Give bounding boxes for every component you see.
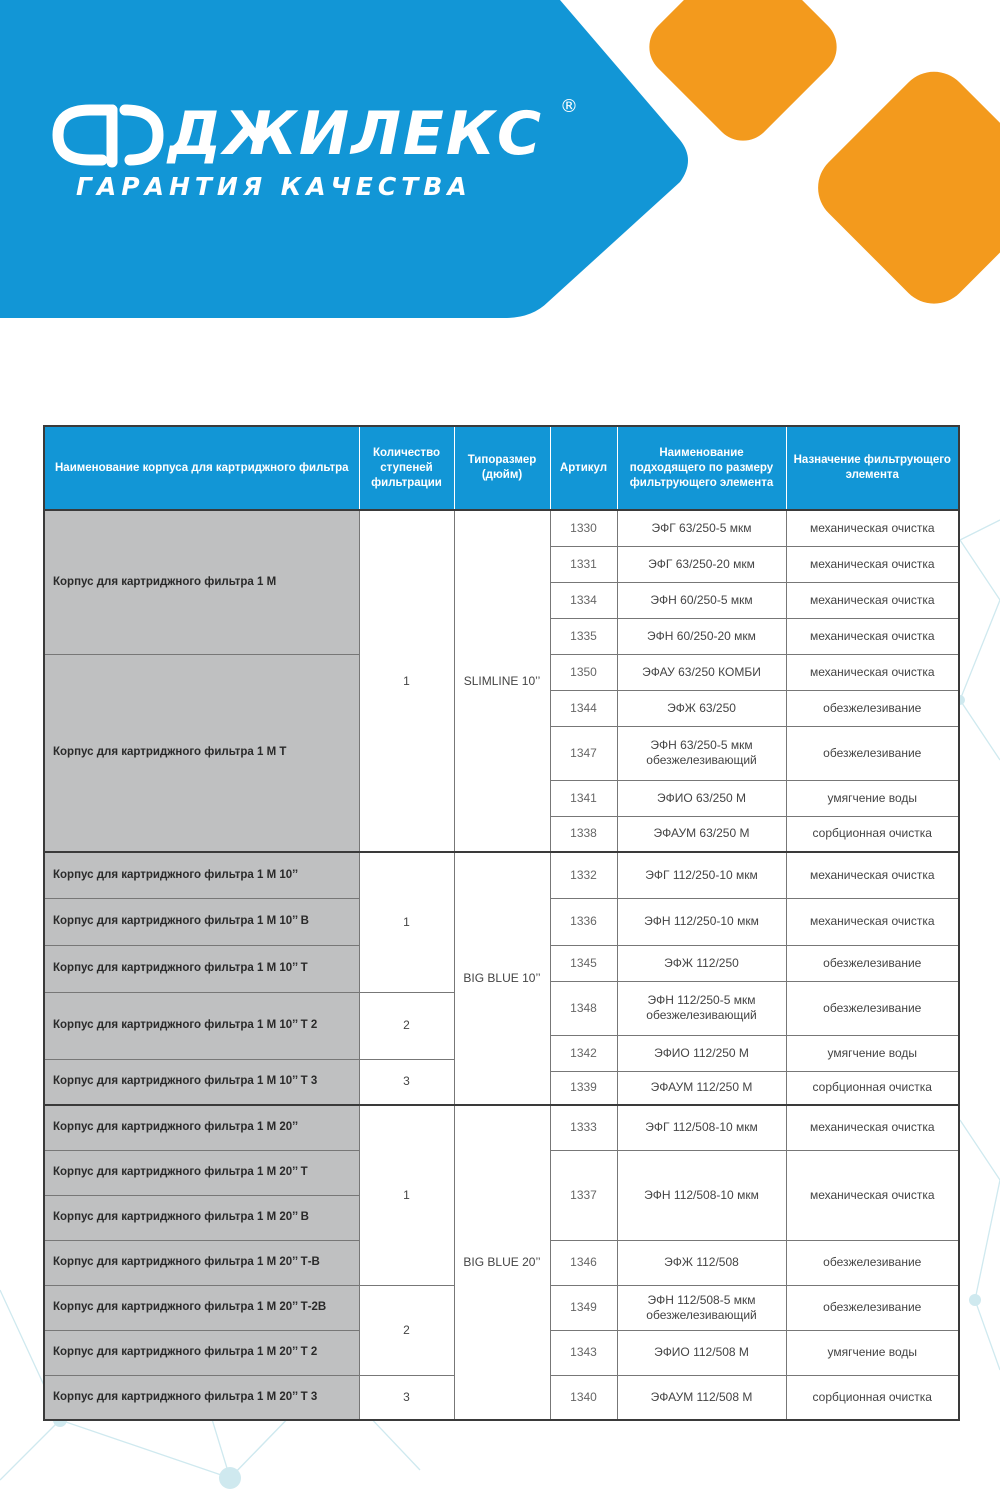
article-cell: 1342	[550, 1035, 617, 1071]
purpose-cell: механическая очистка	[786, 1105, 959, 1150]
article-cell: 1350	[550, 654, 617, 690]
housing-name: Корпус для картриджного фильтра 1 М 20’’ Т-2В	[44, 1285, 359, 1330]
housing-name: Корпус для картриджного фильтра 1 М 20’’ Т-В	[44, 1240, 359, 1285]
purpose-cell: механическая очистка	[786, 1150, 959, 1240]
element-cell: ЭФН 63/250-5 мкм обезжелезивающий	[617, 726, 786, 780]
housing-name: Корпус для картриджного фильтра 1 М 10’’ Т 3	[44, 1059, 359, 1105]
article-cell: 1332	[550, 852, 617, 898]
housing-name: Корпус для картриджного фильтра 1 М 20’’ В	[44, 1195, 359, 1240]
element-cell: ЭФЖ 112/250	[617, 945, 786, 981]
table-row	[44, 852, 959, 887]
article-cell: 1330	[550, 510, 617, 546]
article-cell: 1341	[550, 780, 617, 816]
element-cell: ЭФГ 63/250-5 мкм	[617, 510, 786, 546]
article-cell: 1340	[550, 1375, 617, 1420]
element-cell: ЭФН 112/250-5 мкм обезжелезивающий	[617, 981, 786, 1035]
table-row	[44, 1105, 959, 1150]
element-cell: ЭФГ 63/250-20 мкм	[617, 546, 786, 582]
purpose-cell: умягчение воды	[786, 1330, 959, 1375]
housing-name: Корпус для картриджного фильтра 1 М 20’’	[44, 1105, 359, 1150]
housing-name: Корпус для картриджного фильтра 1 М 20’’ Т	[44, 1150, 359, 1195]
housing-name: Корпус для картриджного фильтра 1 М 20’’ Т 2	[44, 1330, 359, 1375]
article-cell: 1337	[550, 1150, 617, 1240]
element-cell: ЭФГ 112/508-10 мкм	[617, 1105, 786, 1150]
purpose-cell: обезжелезивание	[786, 1240, 959, 1285]
table-row	[44, 510, 959, 546]
brand-slogan: ГАРАНТИЯ КАЧЕСТВА	[76, 172, 472, 201]
header-size: Типоразмер (дюйм)	[454, 426, 550, 510]
table-header-row	[44, 426, 959, 510]
header-stages: Количество ступеней фильтрации	[359, 426, 454, 510]
element-cell: ЭФАУМ 63/250 М	[617, 816, 786, 852]
article-cell: 1338	[550, 816, 617, 852]
element-cell: ЭФГ 112/250-10 мкм	[617, 852, 786, 898]
element-cell: ЭФИО 63/250 М	[617, 780, 786, 816]
registered-mark: ®	[560, 96, 578, 117]
stages-cell: 3	[359, 1375, 454, 1420]
header-housing: Наименование корпуса для картриджного фильтра	[44, 426, 359, 510]
header-element: Наименование подходящего по размеру фильтрующего элемента	[617, 426, 786, 510]
header-article: Артикул	[550, 426, 617, 510]
housing-name: Корпус для картриджного фильтра 1 М 10’’ Т 2	[44, 992, 359, 1059]
size-cell: BIG BLUE 20’’	[454, 1105, 550, 1420]
article-cell: 1346	[550, 1240, 617, 1285]
article-cell: 1331	[550, 546, 617, 582]
purpose-cell: механическая очистка	[786, 852, 959, 898]
purpose-cell: обезжелезивание	[786, 1285, 959, 1330]
purpose-cell: обезжелезивание	[786, 981, 959, 1035]
purpose-cell: обезжелезивание	[786, 945, 959, 981]
stages-cell: 2	[359, 1285, 454, 1375]
purpose-cell: обезжелезивание	[786, 726, 959, 780]
element-cell: ЭФАУ 63/250 КОМБИ	[617, 654, 786, 690]
article-cell: 1347	[550, 726, 617, 780]
purpose-cell: сорбционная очистка	[786, 1071, 959, 1105]
element-cell: ЭФИО 112/250 М	[617, 1035, 786, 1071]
stages-cell: 3	[359, 1059, 454, 1105]
purpose-cell: умягчение воды	[786, 780, 959, 816]
article-cell: 1343	[550, 1330, 617, 1375]
element-cell: ЭФАУМ 112/250 М	[617, 1071, 786, 1105]
stages-cell: 1	[359, 852, 454, 992]
purpose-cell: механическая очистка	[786, 654, 959, 690]
filter-spec-table	[43, 425, 960, 1421]
element-cell: ЭФЖ 112/508	[617, 1240, 786, 1285]
housing-name: Корпус для картриджного фильтра 1 М	[44, 510, 359, 654]
purpose-cell: умягчение воды	[786, 1035, 959, 1071]
article-cell: 1339	[550, 1071, 617, 1105]
housing-name: Корпус для картриджного фильтра 1 М Т	[44, 654, 359, 852]
article-cell: 1336	[550, 898, 617, 945]
element-cell: ЭФН 112/250-10 мкм	[617, 898, 786, 945]
housing-name: Корпус для картриджного фильтра 1 М 10’’ В	[44, 898, 359, 945]
article-cell: 1335	[550, 618, 617, 654]
purpose-cell: механическая очистка	[786, 510, 959, 546]
header-purpose: Назначение фильтрующего элемента	[786, 426, 959, 510]
element-cell: ЭФИО 112/508 М	[617, 1330, 786, 1375]
article-cell: 1345	[550, 945, 617, 981]
housing-name: Корпус для картриджного фильтра 1 М 20’’ Т 3	[44, 1375, 359, 1420]
brand-logo	[50, 96, 610, 216]
size-cell: SLIMLINE 10’’	[454, 510, 550, 852]
element-cell: ЭФАУМ 112/508 М	[617, 1375, 786, 1420]
element-cell: ЭФН 112/508-5 мкм обезжелезивающий	[617, 1285, 786, 1330]
purpose-cell: механическая очистка	[786, 618, 959, 654]
element-cell: ЭФЖ 63/250	[617, 690, 786, 726]
article-cell: 1348	[550, 981, 617, 1035]
purpose-cell: механическая очистка	[786, 546, 959, 582]
element-cell: ЭФН 60/250-20 мкм	[617, 618, 786, 654]
brand-name: ДЖИЛЕКС	[168, 99, 543, 169]
logo-mark-icon	[50, 100, 165, 170]
article-cell: 1334	[550, 582, 617, 618]
purpose-cell: сорбционная очистка	[786, 816, 959, 852]
stages-cell: 1	[359, 1105, 454, 1285]
housing-name: Корпус для картриджного фильтра 1 М 10’’	[44, 852, 359, 898]
purpose-cell: механическая очистка	[786, 582, 959, 618]
purpose-cell: механическая очистка	[786, 898, 959, 945]
purpose-cell: обезжелезивание	[786, 690, 959, 726]
housing-name: Корпус для картриджного фильтра 1 М 10’’ Т	[44, 945, 359, 992]
element-cell: ЭФН 112/508-10 мкм	[617, 1150, 786, 1240]
article-cell: 1349	[550, 1285, 617, 1330]
element-cell: ЭФН 60/250-5 мкм	[617, 582, 786, 618]
purpose-cell: сорбционная очистка	[786, 1375, 959, 1420]
size-cell: BIG BLUE 10’’	[454, 852, 550, 1105]
article-cell: 1333	[550, 1105, 617, 1150]
article-cell: 1344	[550, 690, 617, 726]
stages-cell: 1	[359, 510, 454, 852]
stages-cell: 2	[359, 992, 454, 1059]
